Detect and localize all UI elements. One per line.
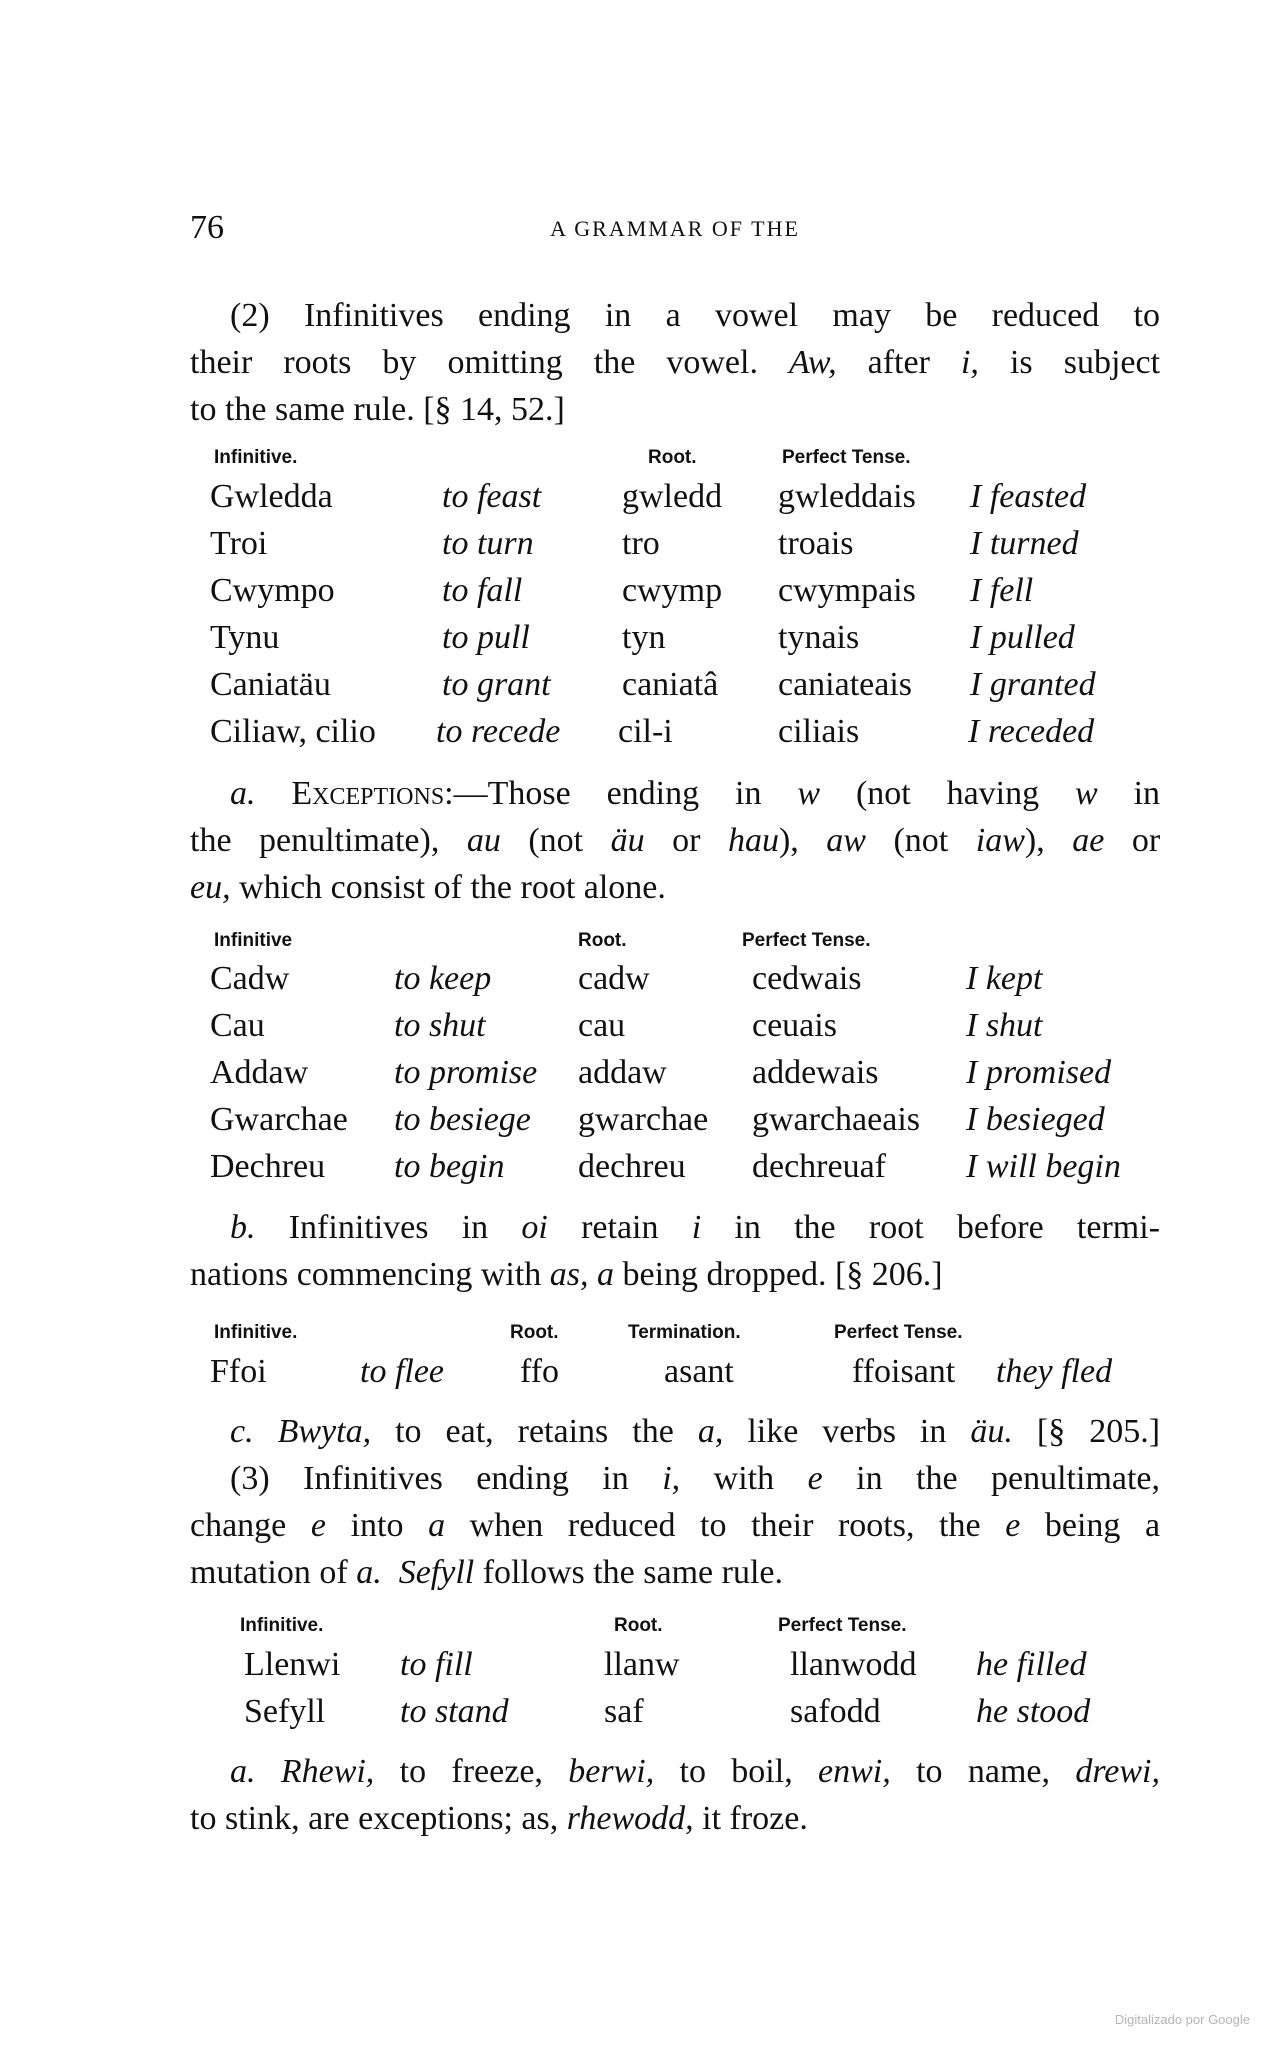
column-header: Infinitive. — [214, 1322, 298, 1343]
table-cell: to fill — [400, 1646, 473, 1683]
table-cell: Cwympo — [210, 572, 335, 609]
table-cell: cau — [578, 1007, 626, 1044]
table-cell: to keep — [394, 960, 492, 997]
table-cell: asant — [664, 1353, 734, 1390]
table-cell: I feasted — [970, 478, 1087, 515]
table-cell: Ciliaw, cilio — [210, 713, 376, 750]
table-cell: ceuais — [752, 1007, 837, 1044]
column-header: Perfect Tense. — [778, 1615, 907, 1636]
table-cell: Gwledda — [210, 478, 333, 515]
table-cell: tyn — [622, 619, 666, 656]
table-cell: I fell — [970, 572, 1034, 609]
table-cell: llanwodd — [790, 1646, 917, 1683]
table-cell: dechreu — [578, 1148, 686, 1185]
table-cell: I shut — [966, 1007, 1043, 1044]
column-header: Perfect Tense. — [834, 1322, 963, 1343]
table-cell: Cau — [210, 1007, 265, 1044]
table-cell: ffo — [520, 1353, 560, 1390]
paragraph-line: the penultimate), au (not äu or hau), aw (not iaw), ae or — [190, 822, 1161, 859]
table-cell: I granted — [970, 666, 1096, 703]
table-cell: tro — [622, 525, 660, 562]
table-cell: Sefyll — [244, 1693, 326, 1730]
table-cell: safodd — [790, 1693, 881, 1730]
paragraph-c — [190, 1408, 1160, 1455]
table-cell: Troi — [210, 525, 268, 562]
table-cell: I pulled — [970, 619, 1075, 656]
paragraph-line: their roots by omitting the vowel. Aw, after i, is subject — [190, 344, 1161, 381]
table-cell: gwleddais — [778, 478, 916, 515]
table-cell: to shut — [394, 1007, 486, 1044]
paragraph-line: nations commencing with as, a being dropped. [§ 206.] — [190, 1256, 943, 1293]
column-header: Root. — [648, 447, 697, 468]
table-cell: llanw — [604, 1646, 680, 1683]
table-cell: I will begin — [966, 1148, 1121, 1185]
table-cell: I besieged — [966, 1101, 1105, 1138]
table-cell: cwympais — [778, 572, 916, 609]
table-cell: to grant — [442, 666, 551, 703]
table-cell: he filled — [976, 1646, 1087, 1683]
paragraph-2 — [190, 292, 1160, 433]
table-cell: ffoisant — [852, 1353, 956, 1390]
table-cell: I turned — [970, 525, 1079, 562]
paragraph-line: c. Bwyta, to eat, retains the a, like verbs in äu. [§ 205.] — [230, 1413, 1161, 1450]
table-cell: troais — [778, 525, 854, 562]
table-cell: addewais — [752, 1054, 879, 1091]
table-cell: Cadw — [210, 960, 290, 997]
paragraph-line: change e into a when reduced to their roots, the e being a — [190, 1507, 1161, 1544]
table-cell: Addaw — [210, 1054, 309, 1091]
column-header: Root. — [614, 1615, 663, 1636]
paragraph-line: a. Rhewi, to freeze, berwi, to boil, enwi, to name, drewi, — [230, 1753, 1160, 1790]
table-cell: caniatâ — [622, 666, 719, 703]
paragraph-line: (3) Infinitives ending in i, with e in the penultimate, — [230, 1460, 1161, 1497]
page-number: 76 — [190, 209, 224, 246]
paragraph-rhewi — [190, 1748, 1160, 1842]
table-cell: Tynu — [210, 619, 280, 656]
table-cell: cil-i — [618, 713, 673, 750]
table-cell: caniateais — [778, 666, 913, 703]
paragraph-line: eu, which consist of the root alone. — [190, 869, 666, 906]
table-cell: cwymp — [622, 572, 723, 609]
table-cell: gwarchae — [578, 1101, 709, 1138]
table-cell: I promised — [966, 1054, 1112, 1091]
table-cell: gwarchaeais — [752, 1101, 921, 1138]
paragraph-line: (2) Infinitives ending in a vowel may be reduced to — [230, 297, 1160, 334]
table-cell: Gwarchae — [210, 1101, 348, 1138]
column-header: Infinitive. — [214, 447, 298, 468]
table-cell: to turn — [442, 525, 534, 562]
running-head: A GRAMMAR OF THE — [550, 216, 800, 241]
table-cell: to pull — [442, 619, 530, 656]
table-cell: Ffoi — [210, 1353, 267, 1390]
page-header — [190, 208, 1160, 248]
paragraph-line: to the same rule. [§ 14, 52.] — [190, 391, 565, 428]
table-cell: I kept — [966, 960, 1043, 997]
column-header: Perfect Tense. — [742, 930, 871, 951]
paragraph-3 — [190, 1455, 1160, 1596]
paragraph-line: mutation of a. Sefyll follows the same rule. — [190, 1554, 783, 1591]
column-header: Root. — [510, 1322, 559, 1343]
table-cell: tynais — [778, 619, 860, 656]
table-cell: gwledd — [622, 478, 723, 515]
table-cell: addaw — [578, 1054, 667, 1091]
table-cell: I receded — [968, 713, 1095, 750]
paragraph-b — [190, 1204, 1160, 1298]
table-cell: Dechreu — [210, 1148, 326, 1185]
paragraph-line: b. Infinitives in oi retain i in the root before termi- — [230, 1209, 1161, 1246]
column-header: Termination. — [628, 1322, 741, 1343]
table-cell: to promise — [394, 1054, 538, 1091]
column-header: Infinitive. — [240, 1615, 324, 1636]
digitization-watermark: Digitalizado por Google — [1114, 2012, 1250, 2027]
table-cell: to fall — [442, 572, 523, 609]
table-cell: Caniatäu — [210, 666, 331, 703]
table-cell: cedwais — [752, 960, 862, 997]
table-cell: ciliais — [778, 713, 860, 750]
paragraph-line: a. Exceptions:—Those ending in w (not having w in — [230, 775, 1161, 812]
table-cell: saf — [604, 1693, 644, 1730]
table-cell: to flee — [360, 1353, 445, 1390]
paragraph-line: to stink, are exceptions; as, rhewodd, it froze. — [190, 1800, 808, 1837]
table-cell: Llenwi — [244, 1646, 341, 1683]
column-header: Root. — [578, 930, 627, 951]
table-cell: cadw — [578, 960, 650, 997]
table-cell: they fled — [996, 1353, 1113, 1390]
table-cell: to feast — [442, 478, 542, 515]
column-header: Infinitive — [214, 930, 293, 951]
table-cell: he stood — [976, 1693, 1091, 1730]
paragraph-exceptions — [190, 770, 1160, 911]
table-cell: to recede — [436, 713, 561, 750]
column-header: Perfect Tense. — [782, 447, 911, 468]
table-cell: to begin — [394, 1148, 505, 1185]
table-cell: to besiege — [394, 1101, 531, 1138]
table-cell: to stand — [400, 1693, 509, 1730]
table-cell: dechreuaf — [752, 1148, 887, 1185]
